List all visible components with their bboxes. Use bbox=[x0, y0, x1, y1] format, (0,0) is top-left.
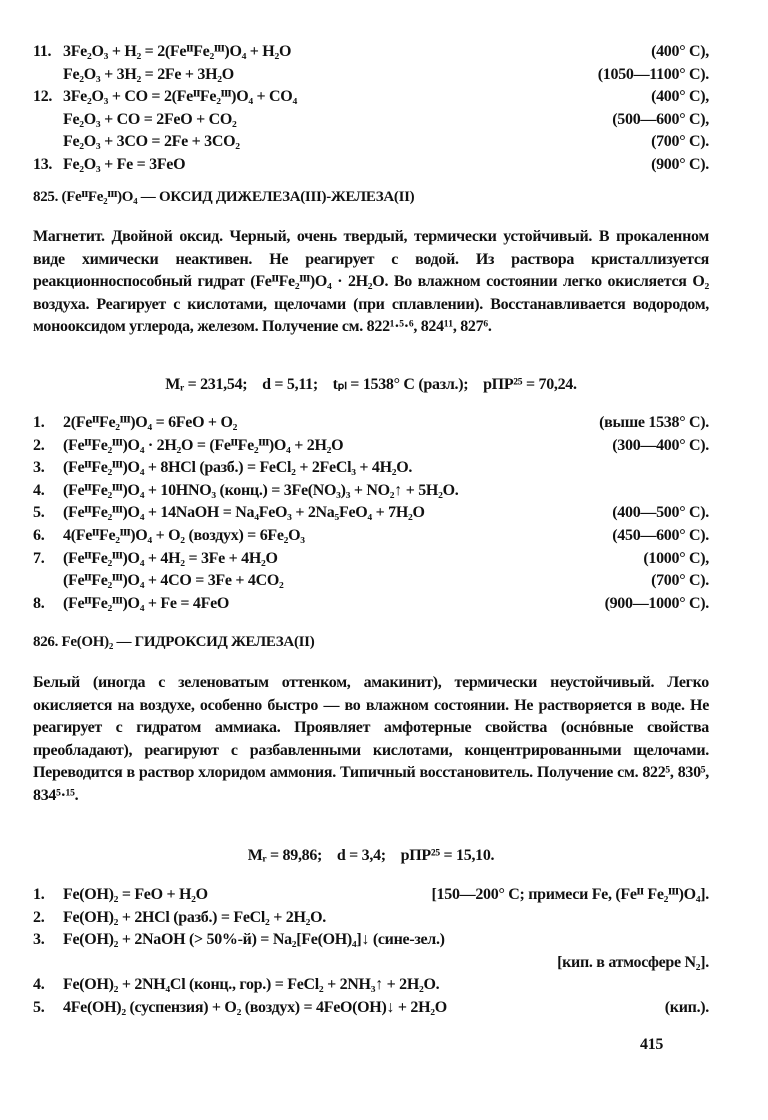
reaction-condition: [150—200° C; примеси Fe, (Feᴵᴵ Fe₂ᴵᴵᴵ)O₄]. bbox=[431, 886, 709, 903]
reaction-row bbox=[33, 525, 709, 548]
section-825-reactions bbox=[33, 412, 709, 615]
reaction-equation: Fe₂O₃ + CO = 2FeO + CO₂ bbox=[63, 110, 237, 128]
reaction-number: 3. bbox=[33, 459, 45, 477]
reaction-equation: Fe₂O₃ + Fe = 3FeO bbox=[63, 155, 186, 173]
section-826-reactions bbox=[33, 884, 709, 1020]
reaction-row bbox=[33, 131, 709, 154]
reaction-number: 12. bbox=[33, 88, 53, 106]
reaction-number: 6. bbox=[33, 526, 45, 544]
reaction-equation: Fe(OH)₂ + 2NH₄Cl (конц., гор.) = FeCl₂ + 2NH₃↑ + 2H₂O. bbox=[63, 976, 440, 994]
reaction-equation bbox=[63, 952, 557, 975]
reaction-number: 7. bbox=[33, 549, 45, 567]
reaction-row bbox=[33, 109, 709, 132]
reaction-row bbox=[33, 884, 709, 907]
reaction-equation: (FeᴵᴵFe₂ᴵᴵᴵ)O₄ + 14NaOH = Na₄FeO₃ + 2Na₅FeO₄ + 7H₂O bbox=[63, 504, 425, 522]
reaction-row bbox=[33, 548, 709, 571]
reaction-row bbox=[33, 570, 709, 593]
reaction-equation: (FeᴵᴵFe₂ᴵᴵᴵ)O₄ + Fe = 4FeO bbox=[63, 594, 230, 612]
reaction-row bbox=[33, 593, 709, 616]
reaction-equation: Fe₂O₃ + 3CO = 2Fe + 3CO₂ bbox=[63, 133, 240, 151]
reaction-condition: (500—600° C), bbox=[612, 110, 709, 128]
reaction-condition: (450—600° C). bbox=[612, 526, 709, 544]
reaction-number bbox=[33, 131, 63, 154]
reaction-number: 4. bbox=[33, 481, 45, 499]
reaction-equation: 3Fe₂O₃ + H₂ = 2(FeᴵᴵFe₂ᴵᴵᴵ)O₄ + H₂O bbox=[63, 43, 292, 60]
reaction-equation: (FeᴵᴵFe₂ᴵᴵᴵ)O₄ + 4CO = 3Fe + 4CO₂ bbox=[63, 572, 284, 590]
reaction-condition: (выше 1538° C). bbox=[599, 414, 709, 431]
reaction-equation: Fe(OH)₂ + 2NaOH (> 50%-й) = Na₂[Fe(OH)₄]↓ (сине-зел.) bbox=[63, 931, 445, 949]
reaction-equation: 4(FeᴵᴵFe₂ᴵᴵᴵ)O₄ + O₂ (воздух) = 6Fe₂O₃ bbox=[63, 526, 305, 544]
reaction-equation: 3Fe₂O₃ + CO = 2(FeᴵᴵFe₂ᴵᴵᴵ)O₄ + CO₄ bbox=[63, 88, 297, 106]
section-825-constants: Mᵣ = 231,54; d = 5,11; tₚₗ = 1538° C (разл.); pПР²⁵ = 70,24. bbox=[165, 376, 577, 393]
reaction-number bbox=[33, 109, 63, 132]
reaction-equation: Fe(OH)₂ + 2HCl (разб.) = FeCl₂ + 2H₂O. bbox=[63, 908, 326, 926]
reaction-equation: (FeᴵᴵFe₂ᴵᴵᴵ)O₄ + 4H₂ = 3Fe + 4H₂O bbox=[63, 549, 278, 567]
reaction-number bbox=[33, 64, 63, 87]
reaction-condition: (300—400° C). bbox=[612, 436, 709, 454]
reaction-condition: (400° C), bbox=[651, 88, 709, 106]
reaction-number bbox=[33, 570, 63, 593]
reaction-condition: (900—1000° C). bbox=[604, 594, 709, 612]
reaction-number: 5. bbox=[33, 504, 45, 522]
reaction-row bbox=[33, 41, 709, 64]
reaction-condition: (кип.). bbox=[664, 998, 709, 1016]
reaction-row bbox=[33, 997, 709, 1020]
reaction-number: 2. bbox=[33, 908, 45, 926]
reaction-equation: (FeᴵᴵFe₂ᴵᴵᴵ)O₄ · 2H₂O = (FeᴵᴵFe₂ᴵᴵᴵ)O₄ + 2H₂O bbox=[63, 436, 344, 454]
reaction-row bbox=[33, 154, 709, 177]
reaction-number: 11. bbox=[33, 43, 52, 60]
reaction-equation: 2(FeᴵᴵFe₂ᴵᴵᴵ)O₄ = 6FeO + O₂ bbox=[63, 414, 238, 431]
reaction-equation: (FeᴵᴵFe₂ᴵᴵᴵ)O₄ + 10HNO₃ (конц.) = 3Fe(NO₃)₃ + NO₂↑ + 5H₂O. bbox=[63, 481, 459, 499]
reaction-row bbox=[33, 64, 709, 87]
reaction-row bbox=[33, 502, 709, 525]
reaction-number: 3. bbox=[33, 931, 45, 949]
reaction-condition: (900° C). bbox=[651, 155, 709, 173]
reaction-row bbox=[33, 412, 709, 435]
reaction-number: 8. bbox=[33, 594, 45, 612]
section-825-heading: 825. (FeᴵᴵFe₂ᴵᴵᴵ)O₄ — ОКСИД ДИЖЕЛЕЗА(III)-ЖЕЛЕЗА(II) bbox=[33, 189, 415, 205]
reaction-row bbox=[33, 907, 709, 930]
reaction-equation: Fe₂O₃ + 3H₂ = 2Fe + 3H₂O bbox=[63, 65, 234, 83]
reaction-condition: (400—500° C). bbox=[612, 504, 709, 522]
reaction-condition: (1050—1100° C). bbox=[597, 65, 709, 83]
section-826-text: Белый (иногда с зеленоватым оттенком, амакинит), термически неустойчивый. Легко окисляется на воздухе, особенно быстро — во влажном состоянии. Не растворяется в воде. Не реагирует с гидратом аммиака. Проявляет амфотерные свойства (оснóвные свойства преобладают), реагируют с разбавленными кислотами, концентрированными щелочами. Переводится в раствор хлоридом аммония. Типичный восстановитель. Получение см. 822⁵, 830⁵, 834⁵·¹⁵. bbox=[33, 674, 709, 804]
reaction-equation: Fe(OH)₂ = FeO + H₂O bbox=[63, 886, 208, 903]
reaction-condition: (400° C), bbox=[651, 43, 709, 60]
reaction-equation: 4Fe(OH)₂ (суспензия) + O₂ (воздух) = 4FeO(OH)↓ + 2H₂O bbox=[63, 998, 447, 1016]
reaction-number: 13. bbox=[33, 155, 53, 173]
reaction-condition: (700° C). bbox=[651, 572, 709, 590]
reaction-number: 5. bbox=[33, 998, 45, 1016]
section-826-constants: Mᵣ = 89,86; d = 3,4; pПР²⁵ = 15,10. bbox=[247, 847, 495, 864]
reaction-number: 1. bbox=[33, 886, 45, 903]
section-826-heading: 826. Fe(OH)₂ — ГИДРОКСИД ЖЕЛЕЗА(II) bbox=[33, 634, 315, 650]
reaction-number: 2. bbox=[33, 436, 45, 454]
top-reactions bbox=[33, 41, 709, 177]
reaction-row bbox=[33, 457, 709, 480]
reaction-equation: (FeᴵᴵFe₂ᴵᴵᴵ)O₄ + 8HCl (разб.) = FeCl₂ + 2FeCl₃ + 4H₂O. bbox=[63, 459, 413, 477]
reaction-row bbox=[33, 974, 709, 997]
reaction-number bbox=[33, 952, 63, 975]
reaction-number: 1. bbox=[33, 414, 45, 431]
reaction-row bbox=[33, 952, 709, 975]
reaction-condition: (700° C). bbox=[651, 133, 709, 151]
reaction-row bbox=[33, 86, 709, 109]
page-number: 415 bbox=[640, 1036, 664, 1053]
section-825-text: Магнетит. Двойной оксид. Черный, очень твердый, термически устойчивый. В прокаленном виде химически неактивен. Не реагирует с водой. Из раствора кристаллизуется реакционноспособный гидрат (FeᴵᴵFe₂ᴵᴵᴵ)O₄ · 2H₂O. Во влажном состоянии легко окисляется O₂ воздуха. Реагирует с кислотами, щелочами (при сплавлении). Восстанавливается водородом, монооксидом углерода, железом. Получение см. 822¹·⁵·⁶, 824¹¹, 827⁶. bbox=[33, 228, 709, 336]
reaction-row bbox=[33, 929, 709, 952]
reaction-row bbox=[33, 435, 709, 458]
reaction-number: 4. bbox=[33, 976, 45, 994]
reaction-condition: (1000° C), bbox=[643, 549, 709, 567]
reaction-condition: [кип. в атмосфере N₂]. bbox=[557, 953, 709, 971]
reaction-row bbox=[33, 480, 709, 503]
